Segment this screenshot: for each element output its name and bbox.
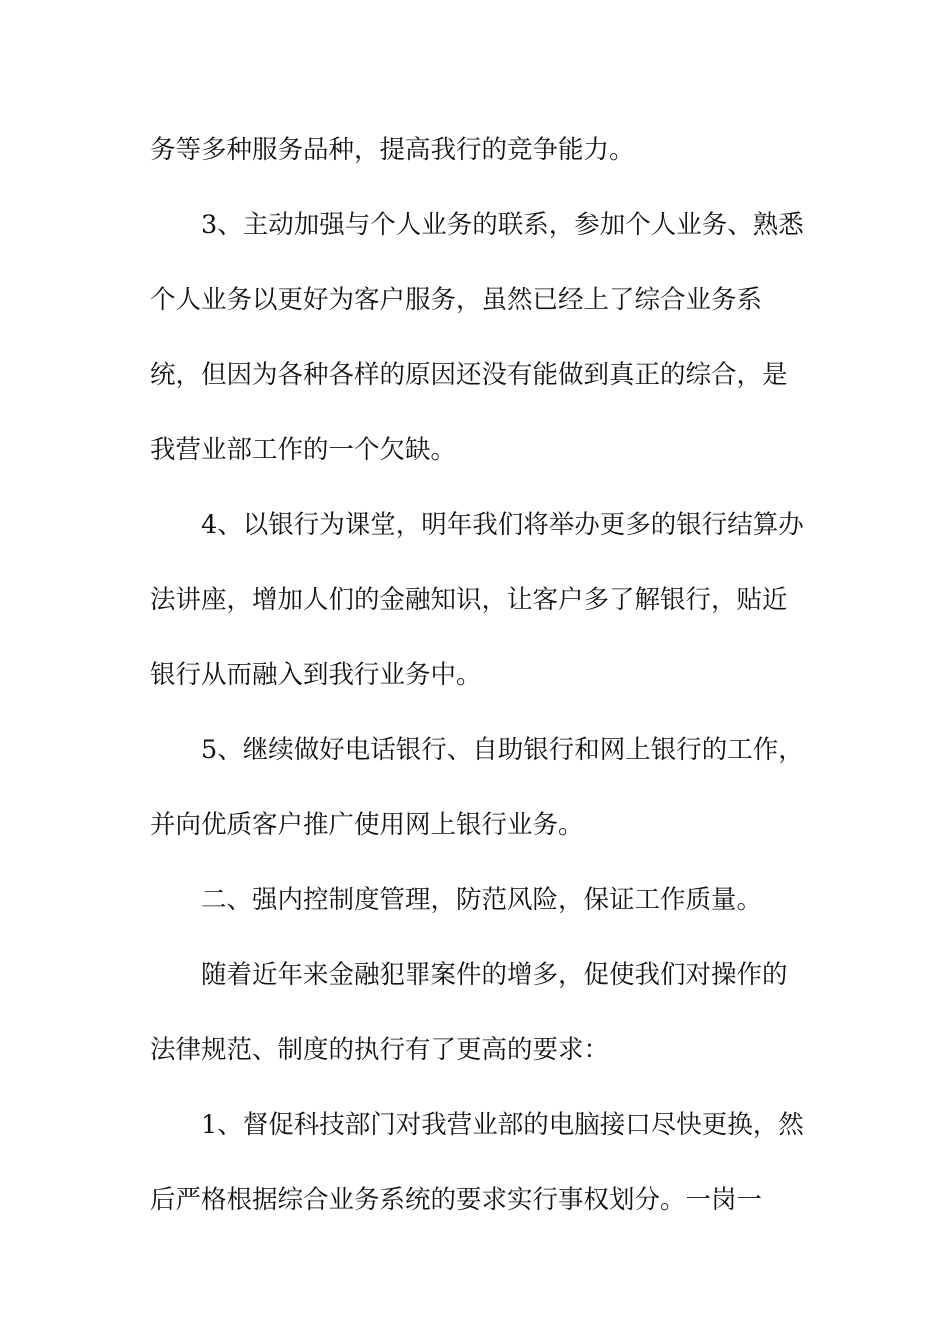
text-line: 法讲座，增加人们的金融知识，让客户多了解银行，贴近 xyxy=(150,585,788,615)
text-line: 我营业部工作的一个欠缺。 xyxy=(150,435,457,465)
text-line: 5、继续做好电话银行、自助银行和网上银行的工作， xyxy=(201,735,804,765)
text-line: 并向优质客户推广使用网上银行业务。 xyxy=(150,810,584,840)
text-line: 务等多种服务品种，提高我行的竞争能力。 xyxy=(150,135,635,165)
text-line: 4、以银行为课堂，明年我们将举办更多的银行结算办 xyxy=(201,510,804,540)
section-heading: 二、强内控制度管理，防范风险，保证工作质量。 xyxy=(201,885,763,915)
text-line: 法律规范、制度的执行有了更高的要求： xyxy=(150,1035,610,1065)
text-line: 银行从而融入到我行业务中。 xyxy=(150,660,482,690)
text-line: 后严格根据综合业务系统的要求实行事权划分。一岗一 xyxy=(150,1185,763,1215)
text-line: 随着近年来金融犯罪案件的增多，促使我们对操作的 xyxy=(201,960,788,990)
text-line: 统，但因为各种各样的原因还没有能做到真正的综合，是 xyxy=(150,360,788,390)
text-line: 1、督促科技部门对我营业部的电脑接口尽快更换，然 xyxy=(201,1110,804,1140)
text-line: 个人业务以更好为客户服务，虽然已经上了综合业务系 xyxy=(150,285,763,315)
text-line: 3、主动加强与个人业务的联系，参加个人业务、熟悉 xyxy=(201,210,804,240)
